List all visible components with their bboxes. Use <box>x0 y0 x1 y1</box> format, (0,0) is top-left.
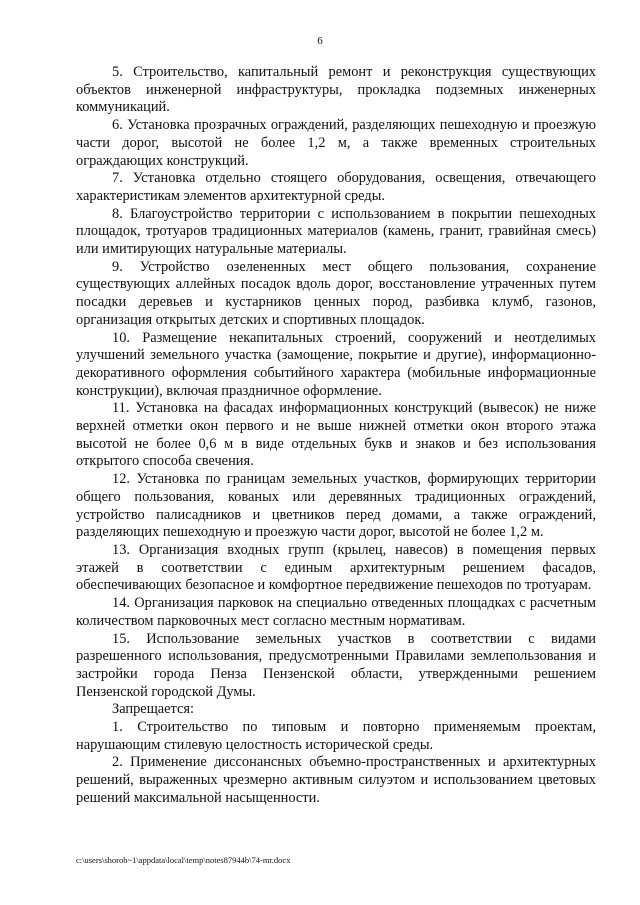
prohibition-heading: Запрещается: <box>112 701 195 718</box>
list-item: 15. Использование земельных участков в соответствии с видами разрешенного использования, предусмотренными Правилами землепользования и застройки города Пенза Пензенской области, утвержденными решением Пензенской городской Думы. <box>76 630 596 700</box>
list-item: 14. Организация парковок на специально отведенных площадках с расчетным количеством парковочных мест согласно местным нормативам. <box>76 595 596 629</box>
list-item: 13. Организация входных групп (крылец, навесов) в помещения первых этажей в соответствии с единым архитектурным решением фасадов, обеспечивающих безопасное и комфортное передвижение пешеходов по тротуарам. <box>76 541 596 594</box>
page-number: 6 <box>317 35 323 47</box>
document-body <box>76 64 596 808</box>
list-item: 8. Благоустройство территории с использованием в покрытии пешеходных площадок, тротуаров традиционных материалов (камень, гранит, гравийная смесь) или имитирующих натуральные материалы. <box>76 205 596 258</box>
list-item: 2. Применение диссонансных объемно-пространственных и архитектурных решений, выраженных чрезмерно активным силуэтом и использованием цветовых решений максимальной насыщенности. <box>76 754 596 806</box>
file-path-footer: c:\users\shorob~1\appdata\local\temp\notes87944b\74-mr.docx <box>76 855 291 865</box>
list-item: 5. Строительство, капитальный ремонт и реконструкция существующих объектов инженерной инфраструктуры, прокладка подземных инженерных коммуникаций. <box>76 64 596 116</box>
list-item: 12. Установка по границам земельных участков, формирующих территории общего пользования, кованых или деревянных традиционных ограждений, устройство палисадников и цветников перед домами, а также ограждений, разделяющих пешеходную и проезжую части дорог, высотой не более 1,2 м. <box>76 471 596 541</box>
list-item: 1. Строительство по типовым и повторно применяемым проектам, нарушающим стилевую целостность исторической среды. <box>76 719 596 753</box>
list-item: 11. Установка на фасадах информационных конструкций (вывесок) не ниже верхней отметки окон первого и не выше нижней отметки окон второго этажа высотой не более 0,6 м в виде отдельных букв и знаков и без использования открытого способа свечения. <box>76 400 596 470</box>
list-item: 10. Размещение некапитальных строений, сооружений и неотделимых улучшений земельного участка (замощение, покрытие и другие), информационно-декоративного оформления событийного характера (мобильные информационные конструкции), включая праздничное оформление. <box>76 329 596 399</box>
list-item: 7. Установка отдельно стоящего оборудования, освещения, отвечающего характеристикам элементов архитектурной среды. <box>76 170 596 204</box>
list-item: 6. Установка прозрачных ограждений, разделяющих пешеходную и проезжую части дорог, высотой не более 1,2 м, а также временных строительных ограждающих конструкций. <box>76 117 596 169</box>
list-item: 9. Устройство озелененных мест общего пользования, сохранение существующих аллейных посадок вдоль дорог, восстановление утраченных путем посадки деревьев и кустарников ценных пород, разбивка клумб, газонов, организация открытых детских и спортивных площадок. <box>76 258 596 328</box>
